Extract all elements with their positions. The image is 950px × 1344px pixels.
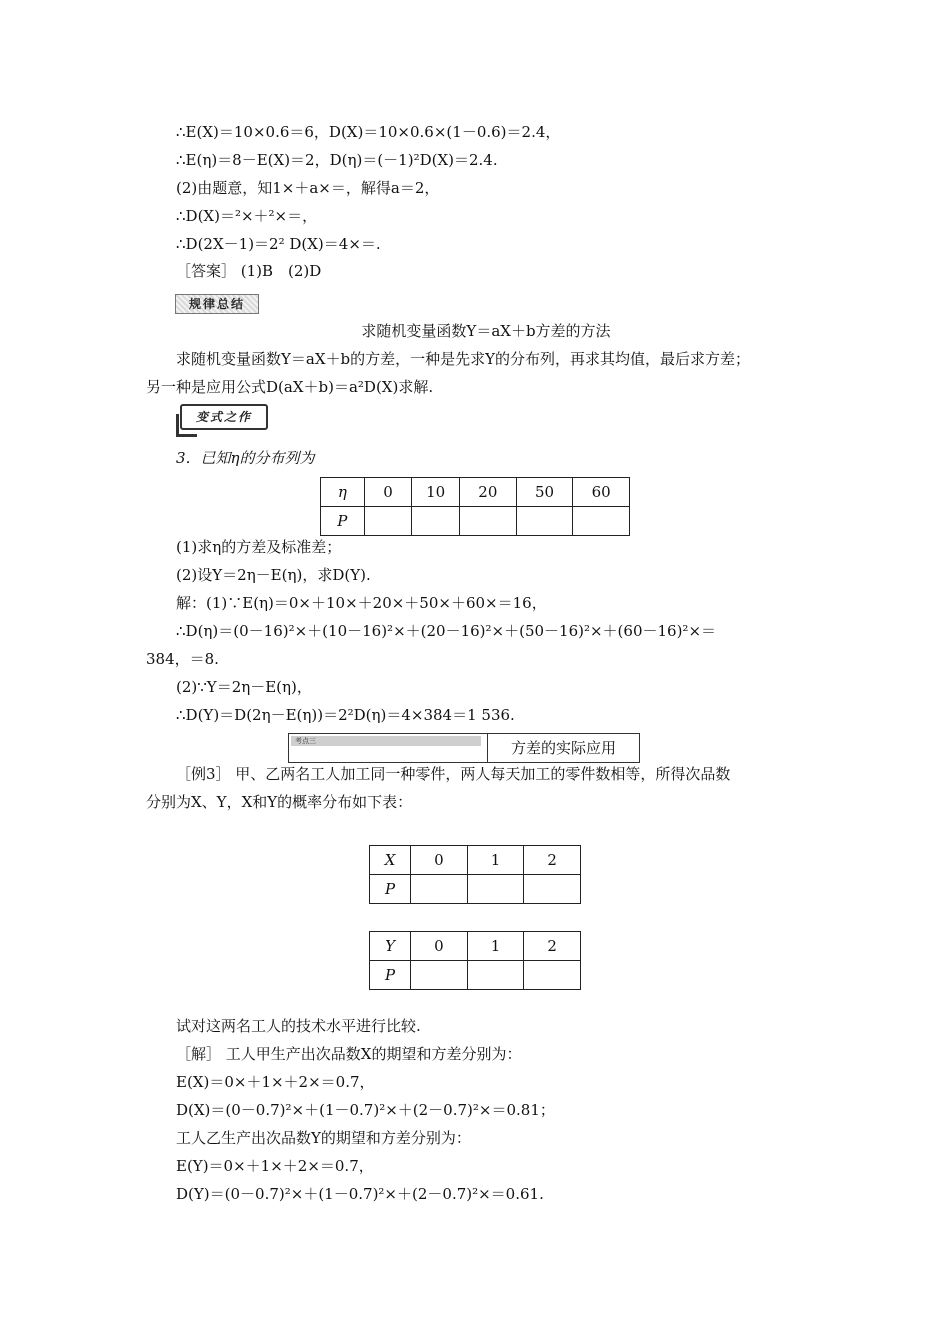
table-cell (524, 961, 581, 990)
text-line: D(X)＝(0－0.7)²×＋(1－0.7)²×＋(2－0.7)²×＝0.81； (176, 1101, 555, 1119)
table-cell: 0 (411, 846, 468, 875)
table-cell: 2 (524, 846, 581, 875)
table-cell (516, 507, 573, 536)
text-line: (2)∵Y＝2η－E(η)， (176, 678, 312, 696)
rule-body-line: 另一种是应用公式D(aX＋b)＝a²D(X)求解. (146, 378, 434, 396)
example-3-line: ［例3］ 甲、乙两名工人加工同一种零件，两人每天加工的零件数相等，所得次品数 (176, 765, 731, 783)
table-cell: P (370, 875, 411, 904)
table-cell: 50 (516, 478, 573, 507)
text-line: (1)求η的方差及标准差； (176, 538, 342, 556)
table-cell: 2 (524, 932, 581, 961)
table-row (321, 507, 630, 536)
table-cell: P (321, 507, 365, 536)
table-cell: Y (370, 932, 411, 961)
text-line: (2)由题意，知1×＋a×＝，解得a＝2， (176, 179, 440, 197)
text-line: 解：(1)∵E(η)＝0×＋10×＋20×＋50×＋60×＝16， (176, 594, 547, 612)
table-cell: η (321, 478, 365, 507)
text-line: 试对这两名工人的技术水平进行比较. (176, 1017, 421, 1035)
text-line: E(Y)＝0×＋1×＋2×＝0.7， (176, 1157, 374, 1175)
table-cell: 10 (412, 478, 460, 507)
variant-badge-label: 变式之作 (180, 404, 268, 430)
text-line: ∴D(Y)＝D(2η－E(η))＝2²D(η)＝4×384＝1 536. (176, 706, 515, 724)
table-cell: 60 (573, 478, 630, 507)
table-cell (412, 507, 460, 536)
section-tag: 考点三 (291, 736, 481, 746)
text-line: ［解］ 工人甲生产出次品数X的期望和方差分别为： (176, 1045, 522, 1063)
text-line: ∴E(η)＝8－E(X)＝2，D(η)＝(－1)²D(X)＝2.4. (176, 151, 498, 169)
table-cell: 0 (364, 478, 412, 507)
section-title: 方差的实际应用 (510, 739, 616, 757)
table-cell (411, 961, 468, 990)
table-cell (467, 875, 524, 904)
section-header (288, 733, 640, 763)
eta-distribution-table (320, 477, 630, 536)
table-row (370, 932, 581, 961)
text-line: E(X)＝0×＋1×＋2×＝0.7， (176, 1073, 375, 1091)
table-cell: P (370, 961, 411, 990)
text-line: ∴D(2X－1)＝2² D(X)＝4×＝. (176, 235, 381, 253)
text-line: ∴D(X)＝²×＋²×＝， (176, 207, 318, 225)
text-line: ∴E(X)＝10×0.6＝6，D(X)＝10×0.6×(1－0.6)＝2.4， (176, 123, 561, 141)
table-row (370, 961, 581, 990)
variant-badge (180, 404, 264, 434)
rule-summary-badge: 规律总结 (175, 294, 259, 314)
rule-title: 求随机变量函数Y＝aX＋b方差的方法 (361, 322, 611, 340)
rule-body-line: 求随机变量函数Y＝aX＋b的方差，一种是先求Y的分布列，再求其均值，最后求方差； (176, 350, 751, 368)
table-cell (364, 507, 412, 536)
table-row (321, 478, 630, 507)
text-line: ∴D(η)＝(0－16)²×＋(10－16)²×＋(20－16)²×＋(50－16)²×＋(60－16)²×＝ (176, 622, 717, 640)
table-row (370, 846, 581, 875)
example-3-line: 分别为X、Y，X和Y的概率分布如下表： (146, 793, 413, 811)
y-distribution-table (369, 931, 581, 990)
table-cell: 1 (467, 932, 524, 961)
table-cell: 20 (460, 478, 517, 507)
text-line: D(Y)＝(0－0.7)²×＋(1－0.7)²×＋(2－0.7)²×＝0.61. (176, 1185, 544, 1203)
table-cell: 0 (411, 932, 468, 961)
table-cell (467, 961, 524, 990)
table-cell (460, 507, 517, 536)
text-line: 384，＝8. (146, 650, 219, 668)
answer-line: ［答案］ (1)B (2)D (176, 262, 322, 280)
text-line: (2)设Y＝2η－E(η)，求D(Y). (176, 566, 371, 584)
table-row (370, 875, 581, 904)
table-cell: X (370, 846, 411, 875)
table-cell (524, 875, 581, 904)
table-cell (411, 875, 468, 904)
x-distribution-table (369, 845, 581, 904)
table-cell (573, 507, 630, 536)
table-cell: 1 (467, 846, 524, 875)
text-line: 工人乙生产出次品数Y的期望和方差分别为： (176, 1129, 471, 1147)
question-3-title: 3．已知η的分布列为 (176, 449, 315, 467)
